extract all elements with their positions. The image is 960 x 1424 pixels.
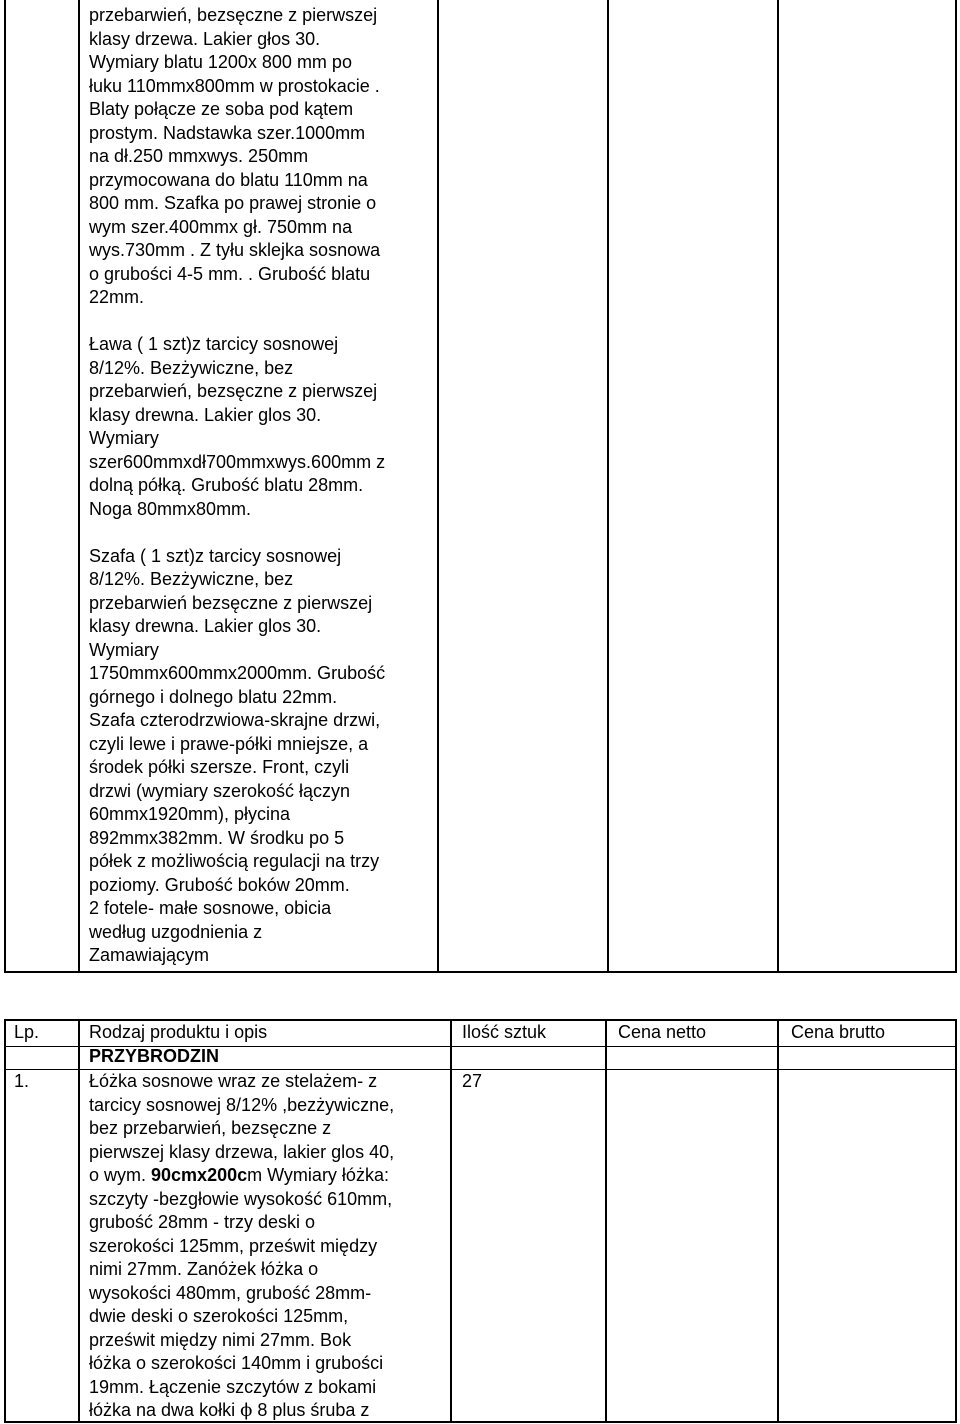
- top-table-border-col1: [78, 0, 80, 973]
- description-line: 8/12%. Bezżywiczne, bez: [89, 569, 294, 589]
- description-line: według uzgodnienia z: [89, 921, 263, 942]
- bottom-table-border-left: [4, 1019, 6, 1423]
- description-line: 60mmx1920mm), płycina: [89, 804, 291, 824]
- top-table-border-col3: [607, 0, 609, 973]
- top-table-border-left: [4, 0, 6, 973]
- section-title: PRZYBRODZIN: [89, 1046, 219, 1066]
- description-line: Szafa ( 1 szt)z tarcicy sosnowej: [89, 545, 342, 566]
- description-line: poziomy. Grubość boków 20mm.: [89, 874, 350, 895]
- bottom-table-border-col3: [605, 1019, 607, 1423]
- product-description-cell: [89, 4, 435, 968]
- description-line: Wymiary: [89, 428, 159, 448]
- row-qty: 27: [462, 1071, 483, 1091]
- bottom-table-border-col1: [78, 1019, 80, 1423]
- description-line: Zamawiającym: [89, 945, 210, 965]
- row-description-bold-dimensions: 90cmx200c: [151, 1165, 248, 1185]
- top-table-border-right: [955, 0, 957, 973]
- description-line: 1750mmx600mmx2000mm. Grubość: [89, 663, 386, 683]
- description-line: klasy drzewa. Lakier głos 30.: [89, 28, 321, 49]
- row-description-line: [89, 1399, 449, 1423]
- description-line: przebarwień, bezsęczne z pierwszej: [89, 5, 378, 25]
- row-description: [89, 1070, 449, 1423]
- bottom-table-border-col2: [450, 1019, 452, 1423]
- diameter-symbol: ϕ: [240, 1400, 253, 1421]
- description-line: 892mmx382mm. W środku po 5: [89, 827, 345, 848]
- description-line: Blaty połącze ze soba pod kątem: [89, 99, 354, 119]
- description-line: dolną półką. Grubość blatu 28mm.: [89, 475, 364, 495]
- description-line: przebarwień, bezsęczne z pierwszej: [89, 381, 378, 401]
- description-line: prostym. Nadstawka szer.1000mm: [89, 122, 366, 143]
- description-line: 800 mm. Szafka po prawej stronie o: [89, 193, 377, 213]
- description-line: przebarwień bezsęczne z pierwszej: [89, 592, 373, 613]
- row-description-line: tarcicy sosnowej 8/12% ,bezżywiczne,: [89, 1094, 395, 1115]
- description-line: Szafa czterodrzwiowa-skrajne drzwi,: [89, 710, 381, 730]
- description-line: 2 fotele- małe sosnowe, obicia: [89, 898, 332, 918]
- description-line: na dł.250 mmxwys. 250mm: [89, 146, 309, 166]
- row-description-line: [89, 1164, 449, 1188]
- row-lp: 1.: [14, 1071, 30, 1091]
- row-description-line: grubość 28mm - trzy deski o: [89, 1212, 316, 1232]
- description-line: 22mm.: [89, 287, 145, 307]
- description-line: [89, 310, 435, 334]
- row-description-segment: o wym.: [89, 1165, 152, 1185]
- description-line: wys.730mm . Z tyłu sklejka sosnowa: [89, 240, 381, 260]
- description-line: górnego i dolnego blatu 22mm.: [89, 686, 338, 707]
- description-line: Ława ( 1 szt)z tarcicy sosnowej: [89, 334, 339, 354]
- row-description-segment: łóżka na dwa kołki: [89, 1400, 241, 1420]
- header-lp: Lp.: [14, 1022, 40, 1042]
- description-line: środek półki szersze. Front, czyli: [89, 757, 350, 777]
- description-line: Wymiary: [89, 639, 159, 660]
- row-description-segment: 8 plus śruba z: [252, 1400, 370, 1420]
- description-line: o grubości 4-5 mm. . Grubość blatu: [89, 263, 371, 284]
- description-line: łuku 110mmx800mm w prostokacie .: [89, 75, 380, 96]
- row-description-line: Łóżka sosnowe wraz ze stelażem- z: [89, 1071, 378, 1091]
- row-description-line: wysokości 480mm, grubość 28mm-: [89, 1282, 372, 1303]
- description-line: [89, 521, 435, 545]
- top-table-border-col2: [437, 0, 439, 973]
- row-description-line: pierwszej klasy drzewa, lakier glos 40,: [89, 1141, 395, 1162]
- row-description-line: szerokości 125mm, prześwit między: [89, 1235, 378, 1256]
- row-description-line: szczyty -bezgłowie wysokość 610mm,: [89, 1188, 393, 1209]
- description-line: 8/12%. Bezżywiczne, bez: [89, 357, 294, 378]
- row-description-line: dwie deski o szerokości 125mm,: [89, 1306, 349, 1326]
- description-line: przymocowana do blatu 110mm na: [89, 169, 368, 190]
- bottom-table: [0, 1015, 960, 1424]
- top-table-border-bottom: [4, 971, 957, 973]
- description-line: Wymiary blatu 1200x 800 mm po: [89, 52, 352, 72]
- header-qty: Ilość sztuk: [462, 1022, 547, 1042]
- bottom-table-border-right: [955, 1019, 957, 1423]
- row-description-line: prześwit między nimi 27mm. Bok: [89, 1329, 352, 1350]
- header-product: Rodzaj produktu i opis: [89, 1022, 268, 1042]
- bottom-table-border-col4: [777, 1019, 779, 1423]
- header-net: Cena netto: [618, 1022, 707, 1042]
- row-description-line: nimi 27mm. Zanóżek łóżka o: [89, 1259, 319, 1279]
- description-line: drzwi (wymiary szerokość łączyn: [89, 780, 351, 801]
- description-line: szer600mmxdł700mmxwys.600mm z: [89, 451, 386, 472]
- row-description-line: łóżka o szerokości 140mm i grubości: [89, 1353, 384, 1373]
- description-line: czyli lewe i prawe-półki mniejsze, a: [89, 733, 369, 754]
- row-description-segment: m Wymiary łóżka:: [247, 1165, 389, 1185]
- description-line: klasy drewna. Lakier glos 30.: [89, 616, 322, 636]
- description-line: Noga 80mmx80mm.: [89, 498, 252, 519]
- description-line: wym szer.400mmx gł. 750mm na: [89, 216, 353, 237]
- description-line: klasy drewna. Lakier glos 30.: [89, 404, 322, 425]
- description-line: półek z możliwością regulacji na trzy: [89, 851, 380, 871]
- row-description-line: bez przebarwień, bezsęczne z: [89, 1118, 332, 1138]
- top-table-border-col4: [777, 0, 779, 973]
- header-gross: Cena brutto: [791, 1022, 886, 1042]
- row-description-line: 19mm. Łączenie szczytów z bokami: [89, 1376, 377, 1397]
